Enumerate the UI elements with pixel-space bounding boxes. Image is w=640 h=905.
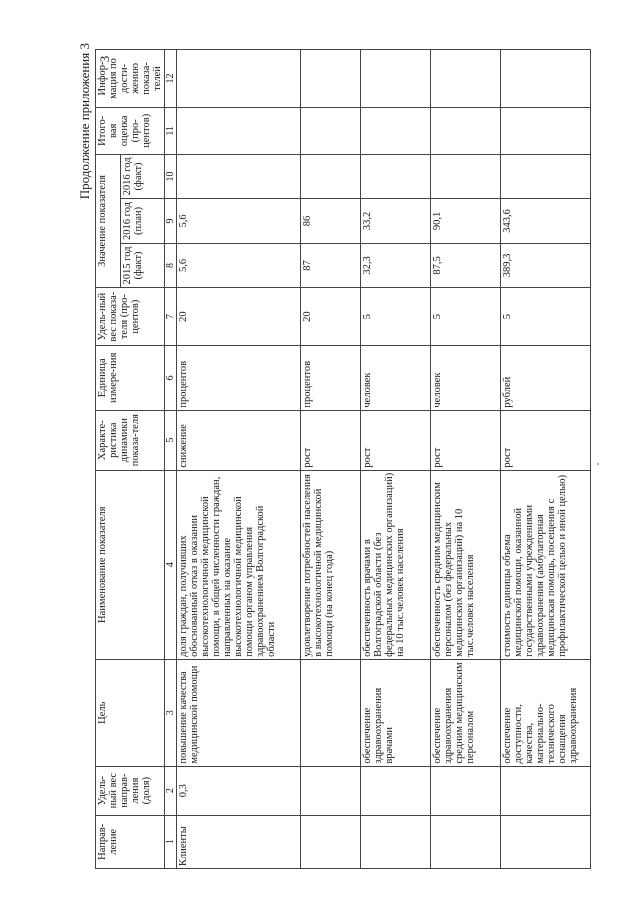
col-number: 3 <box>165 659 177 766</box>
table-row <box>431 50 501 869</box>
cell-direction <box>431 815 501 868</box>
col-number: 2 <box>165 766 177 815</box>
table-row <box>501 50 591 869</box>
cell-2016-plan: 86 <box>301 199 361 244</box>
header-indicator-weight: Удель-ный вес показа-теля (про-центов) <box>96 288 165 346</box>
cell-2015-fact: 87 <box>301 243 361 288</box>
cell-indicator: обеспеченность средним медицинским персоналом (без федеральных медицинских организаций) на 10 тыс.человек населения <box>431 470 501 659</box>
col-number: 5 <box>165 410 177 470</box>
cell-total <box>361 107 431 154</box>
table-row <box>361 50 431 869</box>
cell-2016-fact <box>301 154 361 199</box>
cell-2015-fact: 32,3 <box>361 243 431 288</box>
col-number: 7 <box>165 288 177 346</box>
page-number: 3 <box>97 55 112 63</box>
table-row <box>177 50 301 869</box>
cell-dynamics: снижение <box>177 410 301 470</box>
header-info: Инфор-мация по дости-жению показа-телей <box>96 50 165 108</box>
header-2016-fact: 2016 год (факт) <box>120 154 164 199</box>
cell-unit: человек <box>361 346 431 411</box>
col-number: 11 <box>165 107 177 154</box>
header-goal: Цель <box>96 659 165 766</box>
cell-unit: человек <box>431 346 501 411</box>
cell-dynamics: рост <box>431 410 501 470</box>
cell-info <box>431 50 501 108</box>
col-number: 1 <box>165 815 177 868</box>
cell-goal: повышение качества медицинской помощи <box>177 659 301 766</box>
cell-direction-weight <box>501 766 591 815</box>
cell-indicator: стоимость единицы объема медицинской помощи, оказанной государственными учреждениями здравоохранения (амбулаторная медицинская помощь, посещения с профилактической целью и иной целью) <box>501 470 591 659</box>
table-row <box>301 50 361 869</box>
rotated-content <box>75 39 590 869</box>
cell-info <box>361 50 431 108</box>
cell-info <box>177 50 301 108</box>
header-2015-fact: 2015 год (факт) <box>120 243 164 288</box>
cell-direction <box>361 815 431 868</box>
appendix-caption: Продолжение приложения 3 <box>77 43 92 200</box>
header-dynamics: Характе-ристика динамики показа-теля <box>96 410 165 470</box>
header-total: Итого-вая оценка (про-центов) <box>96 107 165 154</box>
cell-2016-fact <box>177 154 301 199</box>
cell-direction-weight <box>431 766 501 815</box>
cell-unit: рублей <box>501 346 591 411</box>
header-direction-weight: Удель-ный вес направ-ления (доля) <box>96 766 165 815</box>
cell-direction <box>301 815 361 868</box>
col-number: 12 <box>165 50 177 108</box>
cell-direction: Клиенты <box>177 815 301 868</box>
cell-direction <box>501 815 591 868</box>
cell-total <box>177 107 301 154</box>
cell-total <box>301 107 361 154</box>
cell-indicator: обеспеченность врачами в Волгоградской области (без федеральных медицинских организаций) на 10 тыс.человек населения <box>361 470 431 659</box>
cell-indicator: доля граждан, получивших обоснованный отказ в оказании высокотехнологичной медицинской помощи, в общей численности граждан, направленных на оказание высокотехнологичной медицинской помощи органом управления здравоохранением Волгоградской области <box>177 470 301 659</box>
header-indicator: Наименование показателя <box>96 470 165 659</box>
col-number: 6 <box>165 346 177 411</box>
cell-total <box>431 107 501 154</box>
cell-info <box>301 50 361 108</box>
cell-2015-fact: 5,6 <box>177 243 301 288</box>
cell-dynamics: рост <box>301 410 361 470</box>
cell-goal: обеспечение доступности, качества, материально-технического оснащения здравоохранения <box>501 659 591 766</box>
cell-weight: 20 <box>301 288 361 346</box>
col-number: 9 <box>165 199 177 244</box>
cell-2016-fact <box>431 154 501 199</box>
cell-total <box>501 107 591 154</box>
cell-weight: 5 <box>361 288 431 346</box>
col-number: 4 <box>165 470 177 659</box>
cell-direction-weight <box>361 766 431 815</box>
cell-direction-weight <box>301 766 361 815</box>
indicators-table <box>95 49 591 869</box>
cell-2015-fact: 87,5 <box>431 243 501 288</box>
cell-goal: обеспечение здравоохранения средним медицинским персоналом <box>431 659 501 766</box>
cell-2016-fact <box>501 154 591 199</box>
cell-weight: 5 <box>431 288 501 346</box>
column-numbers-row <box>165 50 177 869</box>
cell-weight: 20 <box>177 288 301 346</box>
cell-2015-fact: 389,3 <box>501 243 591 288</box>
header-unit: Единица измере-ния <box>96 346 165 411</box>
cell-indicator: удовлетворение потребностей населения в высокотехнологичной медицинской помощи (на конец года) <box>301 470 361 659</box>
header-values-group: Значение показателя <box>96 154 121 288</box>
cell-goal: обеспечение здравоохранения врачами <box>361 659 431 766</box>
cell-2016-plan: 90,1 <box>431 199 501 244</box>
cell-2016-fact <box>361 154 431 199</box>
cell-weight: 5 <box>501 288 591 346</box>
cell-direction-weight: 0,3 <box>177 766 301 815</box>
cell-dynamics: рост <box>501 410 591 470</box>
cell-2016-plan: 33,2 <box>361 199 431 244</box>
header-2016-plan: 2016 год (план) <box>120 199 164 244</box>
scan-speck <box>597 463 599 465</box>
header-direction: Направ-ление <box>96 815 165 868</box>
cell-dynamics: рост <box>361 410 431 470</box>
col-number: 8 <box>165 243 177 288</box>
cell-2016-plan: 343,6 <box>501 199 591 244</box>
cell-goal <box>301 659 361 766</box>
cell-unit: процентов <box>301 346 361 411</box>
cell-unit: процентов <box>177 346 301 411</box>
cell-info <box>501 50 591 108</box>
cell-2016-plan: 5,6 <box>177 199 301 244</box>
col-number: 10 <box>165 154 177 199</box>
